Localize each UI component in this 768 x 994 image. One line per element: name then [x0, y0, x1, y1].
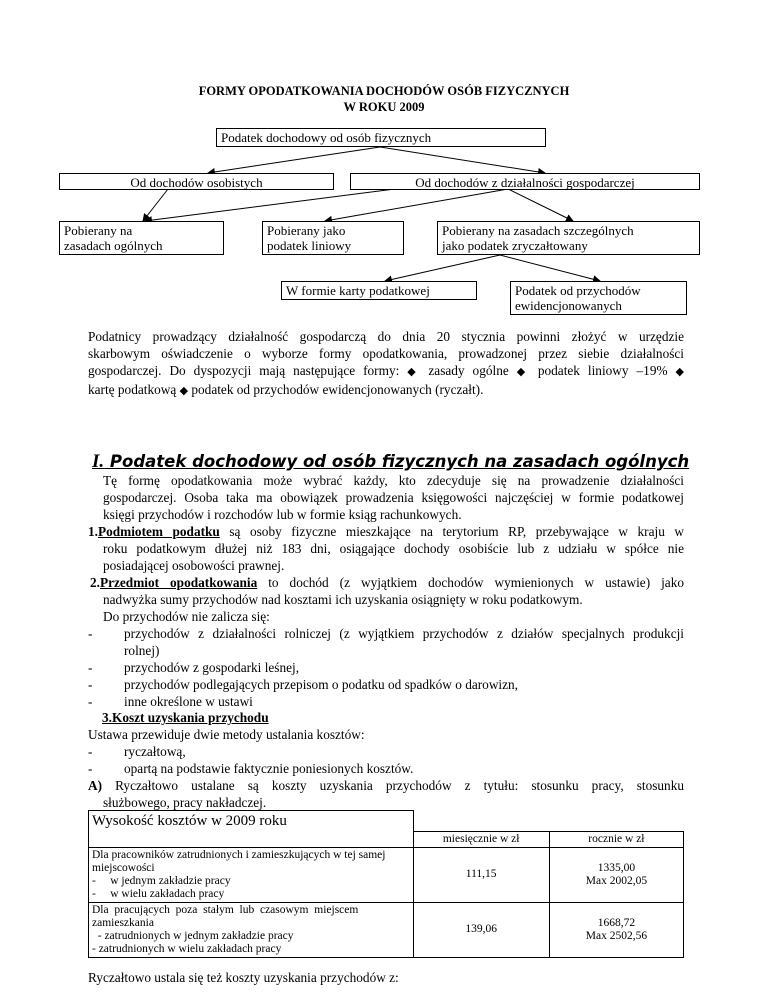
section-1-number: I. [92, 451, 105, 472]
diamond-bullet-icon: ◆ [516, 366, 530, 378]
row2-monthly: 139,06 [413, 902, 549, 957]
diagram-general-rules-line1: Pobierany na [64, 223, 133, 238]
connector-root-left [208, 147, 380, 173]
section-1-heading [92, 451, 689, 473]
list-dash: - [88, 660, 93, 675]
section-1-intro [103, 472, 684, 523]
list-dash: - [88, 744, 93, 759]
diamond-bullet-icon: ◆ [407, 366, 421, 378]
diagram-tax-card-label: W formie karty podatkowej [286, 283, 430, 298]
diagram-lump-sum-line1: Podatek od przychodów [515, 283, 641, 298]
subject-line1: 1.Podmiotem podatku są osoby fizyczne mieszkające na terytorium RP, przebywające w kraju w [88, 524, 684, 539]
diagram-root-box [216, 128, 546, 147]
connector-special-card [385, 255, 500, 281]
flat-costs-label: A) [88, 778, 103, 793]
costs-col-monthly: miesięcznie w zł [413, 831, 549, 847]
connector-left-general [143, 189, 168, 221]
connector-right-special [508, 189, 573, 221]
exclusion-item-2: przychodów z gospodarki leśnej, [124, 660, 300, 675]
table-row: Dla pracujących poza stałym lub czasowym miejscem zamieszkania - zatrudnionych w jednym zakładzie pracy - zatrudnionych w wielu zakładach pracy 139,06 1668,72 Max 2502,56 [89, 902, 684, 957]
table-row: Dla pracowników zatrudnionych i zamieszkujących w tej samej miejscowości - w jednym zakładzie pracy - w wielu zakładach pracy 111,15 1335,00 Max 2002,05 [89, 847, 684, 902]
section-1-title: Podatek dochodowy od osób fizycznych na zasadach ogólnych [104, 452, 690, 471]
list-dash: - [88, 761, 93, 776]
row2-yearly: 1668,72 Max 2502,56 [549, 902, 683, 957]
connector-root-right [380, 147, 545, 173]
connector-right-general [145, 189, 395, 221]
diagram-general-rules-line2: zasadach ogólnych [64, 238, 163, 253]
diagram-linear-tax-line2: podatek liniowy [267, 238, 352, 253]
diagram-business-income-label: Od dochodów z działalności gospodarczej [415, 175, 635, 190]
intro-line3: gospodarczej. Do dyspozycji mają następujące formy: ◆ zasady ogólne ◆ podatek liniowy –19% ◆ [88, 363, 685, 378]
diagram-special-rules-line1: Pobierany na zasadach szczególnych [442, 223, 634, 238]
document-title-line1: FORMY OPODATKOWANIA DOCHODÓW OSÓB FIZYCZNYCH [198, 84, 570, 98]
diagram-linear-tax-line1: Pobierany jako [267, 223, 346, 238]
diagram-tax-card-box [281, 281, 477, 300]
subject-line3: posiadającej osobowości prawnej. [103, 558, 285, 573]
cost-method-1: ryczałtową, [124, 744, 186, 759]
exclusion-item-4: inne określone w ustawi [124, 694, 253, 709]
object-line2: nadwyżka sumy przychodów nad kosztami ich uzyskania osiągnięty w roku podatkowym. [103, 592, 583, 607]
intro-line2: skarbowym oświadczenie o wyborze formy opodatkowania, prowadzonej przez siebie działalności [88, 346, 684, 361]
object-heading: 2.Przedmiot opodatkowania [90, 575, 258, 590]
flat-costs-line1: A) Ryczałtowo ustalane są koszty uzyskania przychodów z tytułu: stosunku pracy, stosunku [88, 778, 684, 793]
subject-line2: roku podatkowym dłużej niż 183 dni, osiągające dochody osobiście lub z udziału w spółce nie [103, 541, 684, 556]
flat-costs-line2: służbowego, pracy nakładczej. [103, 795, 267, 810]
row1-yearly: 1335,00 Max 2002,05 [549, 847, 683, 902]
cost-methods-intro: Ustawa przewiduje dwie metody ustalania kosztów: [88, 727, 365, 742]
connector-right-linear [325, 189, 508, 221]
subject-heading: 1.Podmiotem podatku [88, 524, 220, 539]
diagram-general-rules-box [59, 221, 224, 255]
diamond-bullet-icon: ◆ [179, 385, 189, 397]
diagram-business-income-box [350, 173, 700, 190]
subject-heading-text: Podmiotem podatku [97, 524, 220, 539]
diagram-linear-tax-box [262, 221, 404, 255]
diagram-root-label: Podatek dochodowy od osób fizycznych [221, 130, 432, 145]
cost-method-2: opartą na podstawie faktycznie poniesionych kosztów. [124, 761, 414, 776]
list-dash: - [88, 694, 93, 709]
footer-text: Ryczałtowo ustala się też koszty uzyskania przychodów z: [88, 970, 399, 985]
diagram-lump-sum-line2: ewidencjonowanych [515, 298, 622, 313]
diamond-bullet-icon: ◆ [675, 366, 685, 378]
section-1-intro-line2: gospodarczej. Osoba taka ma obowiązek prowadzenia księgowości najczęściej w formie podatkowej [103, 490, 684, 505]
list-dash: - [88, 626, 93, 641]
intro-line4: kartę podatkową ◆ podatek od przychodów ewidencjonowanych (ryczałt). [88, 382, 484, 397]
cost-heading: 3.Koszt uzyskania przychodu [102, 710, 269, 725]
list-dash: - [88, 677, 93, 692]
diagram-personal-income-box [59, 173, 334, 190]
costs-col-yearly: rocznie w zł [549, 831, 683, 847]
costs-table [88, 810, 684, 958]
diagram-lump-sum-box [510, 281, 687, 315]
connector-special-lump [500, 255, 600, 281]
exclusion-item-3: przychodów podlegających przepisom o podatku od spadków o darowizn, [124, 677, 518, 692]
object-line1: 2.Przedmiot opodatkowania to dochód (z wyjątkiem dochodów wymienionych w ustawie) jako [90, 575, 684, 590]
diagram-special-rules-line2: jako podatek zryczałtowany [442, 238, 588, 253]
diagram-special-rules-box [437, 221, 700, 255]
object-line3: Do przychodów nie zalicza się: [103, 609, 270, 624]
document-title-line2: W ROKU 2009 [343, 100, 425, 114]
row1-monthly: 111,15 [413, 847, 549, 902]
intro-line1: Podatnicy prowadzący działalność gospodarczą do dnia 20 stycznia powinni złożyć w urzędzie [88, 329, 684, 344]
intro-paragraph [88, 328, 684, 400]
section-1-intro-line3: księgi przychodów i rozchodów lub w formie ksiąg rachunkowych. [103, 507, 462, 522]
section-1-intro-line1: Tę formę opodatkowania może wybrać każdy, kto zdecyduje się na prowadzenie działalności [103, 473, 684, 488]
exclusion-item-1a: przychodów z działalności rolniczej (z wyjątkiem przychodów z działów specjalnych produkcji [124, 626, 684, 641]
costs-table-title: Wysokość kosztów w 2009 roku [89, 811, 414, 832]
exclusion-item-1b: rolnej) [124, 643, 160, 658]
diagram-personal-income-label: Od dochodów osobistych [130, 175, 263, 190]
